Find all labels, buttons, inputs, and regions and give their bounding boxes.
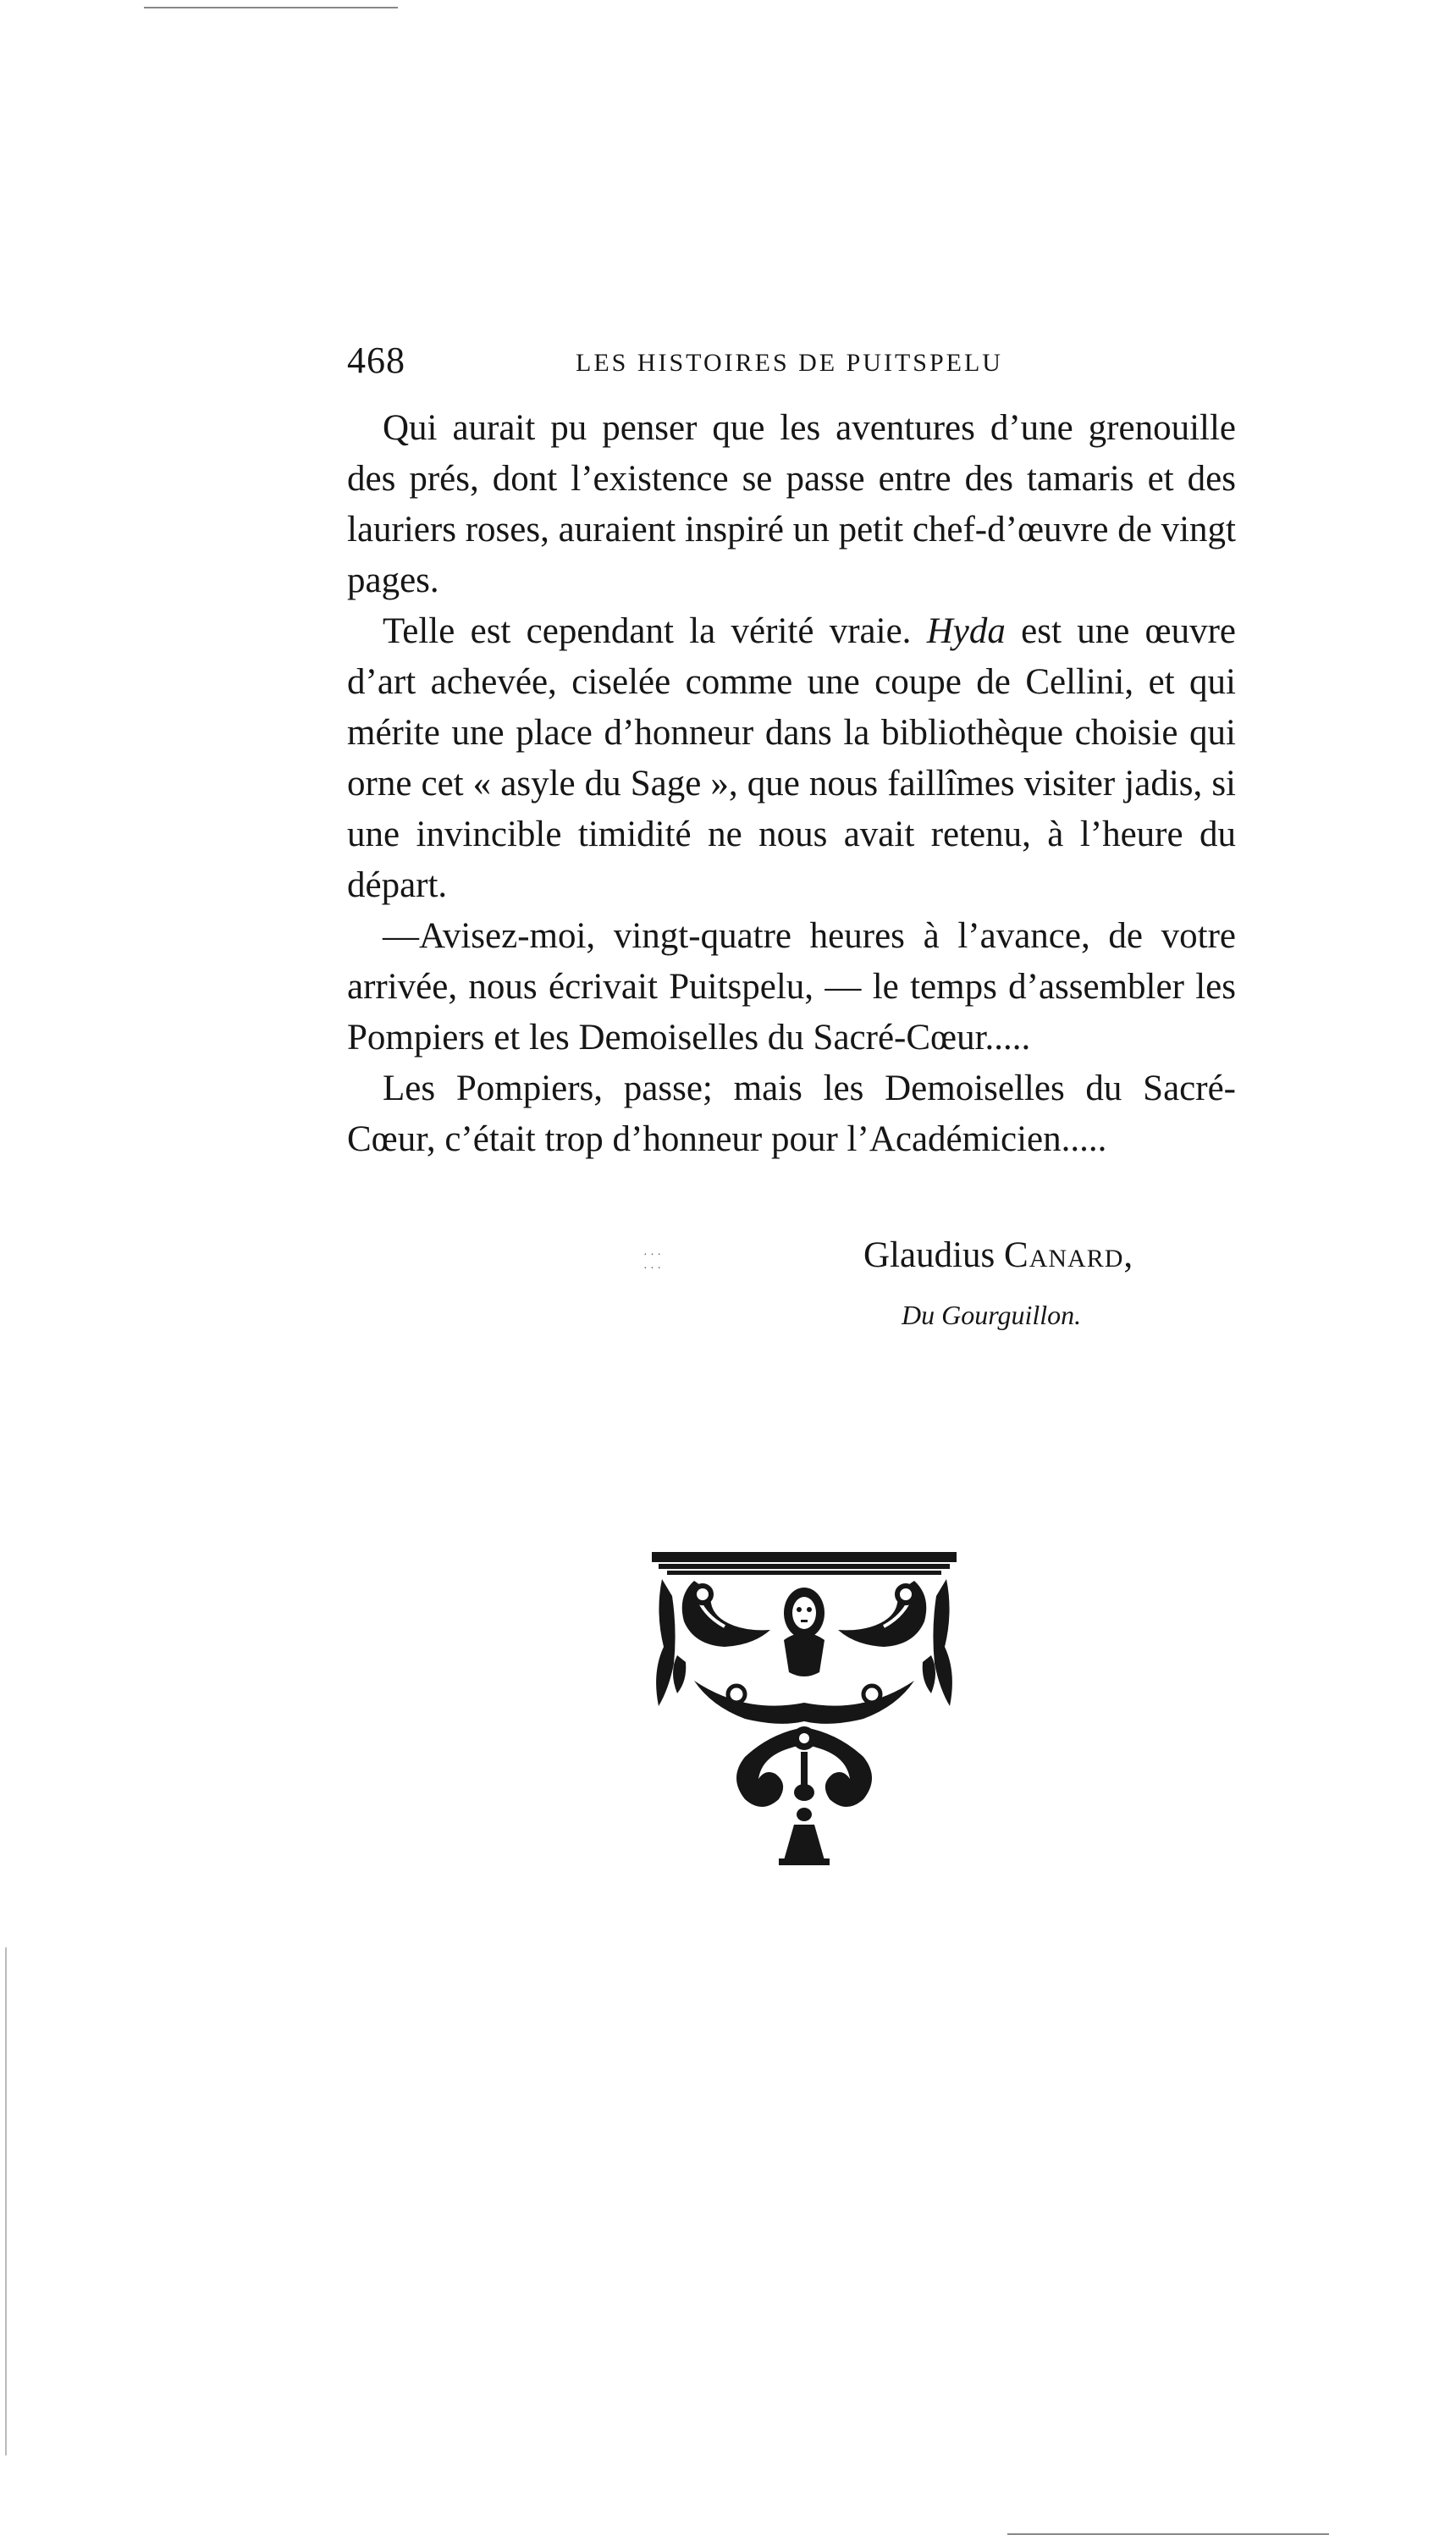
paragraph-3: —Avisez-moi, vingt-quatre heures à l’avance, de votre arrivée, nous écrivait Puitspelu, — le temps d’assembler les Pompiers et les Demoiselles du Sacré-Cœur.....: [347, 916, 1236, 1058]
running-head: [347, 339, 1236, 389]
scan-edge-mark-bottom: [1007, 2533, 1329, 2535]
scan-edge-mark-top: [144, 7, 398, 8]
scan-edge-mark-left: [5, 1947, 7, 2455]
signature-suffix: ,: [1123, 1235, 1133, 1275]
signature: [863, 1234, 1133, 1276]
paragraph-1: Qui aurait pu penser que les aventures d’une grenouille des prés, dont l’existence se passe entre des tamaris et des lauriers roses, auraient inspiré un petit chef-d’œuvre de vingt pages.: [347, 408, 1236, 600]
signature-first-name: Glaudius: [863, 1235, 995, 1275]
cul-de-lampe-ornament-icon: [643, 1545, 965, 1871]
running-title: LES HISTOIRES DE PUITSPELU: [576, 349, 1003, 377]
page-number: 468: [347, 340, 405, 381]
paragraph-2-start: Telle est cependant la vérité vraie.: [383, 611, 912, 651]
body-text: [347, 403, 1236, 1165]
paragraph-2: [347, 606, 1236, 911]
paragraph-4: Les Pompiers, passe; mais les Demoiselles du Sacré-Cœur, c’était trop d’honneur pour l’Académicien.....: [347, 1069, 1236, 1159]
ornament-drawing: [643, 1545, 965, 1871]
paragraph-2-end: est une œuvre d’art achevée, ciselée comme une coupe de Cellini, et qui mérite une place d’honneur dans la bibliothèque choisie qui orne cet « asyle du Sage », que nous faillîmes visiter jadis, si une invincible timidité ne nous avait retenu, à l’heure du départ.: [347, 611, 1237, 905]
signature-surname: Canard: [1004, 1235, 1124, 1275]
signature-affiliation: Du Gourguillon.: [902, 1300, 1082, 1330]
book-title-hyda: Hyda: [926, 611, 1006, 651]
ink-specks: · · · · · ·: [643, 1249, 661, 1275]
